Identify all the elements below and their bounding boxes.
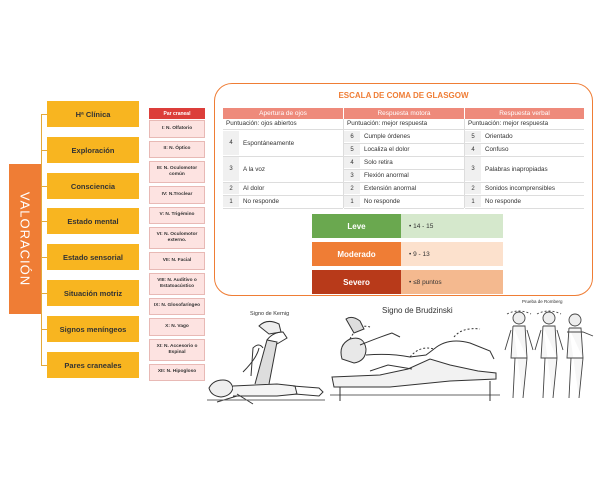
motora-score: 6: [344, 131, 360, 142]
row-divider: [344, 208, 464, 209]
motora-score: 1: [344, 196, 360, 207]
verbal-label: Confuso: [485, 146, 509, 153]
ojos-score: 2: [223, 183, 239, 194]
severity-name: Severo: [312, 270, 401, 294]
row-divider: [465, 143, 584, 144]
ojos-label: No responde: [243, 198, 280, 205]
kernig-caption: Signo de Kernig: [250, 311, 290, 317]
verbal-label: No responde: [485, 198, 522, 205]
motora-label: No responde: [364, 198, 401, 205]
verbal-score: 1: [465, 196, 481, 207]
verbal-score: 2: [465, 183, 481, 194]
ojos-label: Espontáneamente: [243, 139, 295, 147]
valoracion-label: VALORACIÓN: [17, 191, 33, 287]
par-craneal-item: XI: N. Accesorio o Espinal: [149, 339, 205, 361]
glasgow-body: [223, 130, 584, 208]
valoracion-item: Signos meníngeos: [47, 316, 139, 342]
ojos-label: A la voz: [243, 165, 266, 173]
par-craneal-item: IV: N.Troclear: [149, 186, 205, 204]
verbal-score: 5: [465, 131, 481, 142]
valoracion-item: Hª Clínica: [47, 101, 139, 127]
row-divider: [223, 182, 343, 183]
row-divider: [223, 156, 343, 157]
par-craneal-item: V: N. Trigémino: [149, 207, 205, 225]
motora-score: 5: [344, 144, 360, 155]
motora-label: Localiza el dolor: [364, 146, 410, 153]
column-motora: [344, 130, 465, 208]
par-craneal-item: XII: N. Hipogloso: [149, 364, 205, 382]
pares-header: Par craneal: [149, 108, 205, 119]
romberg-caption: Prueba de Romberg: [522, 299, 563, 304]
par-craneal-item: VIII: N. Auditivo o Estatoacústico: [149, 273, 205, 295]
puntuacion-motora: Puntuación: mejor respuesta: [344, 119, 465, 129]
ojos-score: 3: [223, 157, 239, 181]
motora-score: 4: [344, 157, 360, 168]
par-craneal-item: I: N. Olfatorio: [149, 120, 205, 138]
valoracion-item: Pares craneales: [47, 352, 139, 378]
par-craneal-item: VI: N. Oculomotor externo.: [149, 227, 205, 249]
motora-label: Cumple órdenes: [364, 133, 411, 140]
severity-row: [312, 270, 503, 294]
kernig-illustration: [207, 318, 327, 406]
valoracion-item: Situación motriz: [47, 280, 139, 306]
motora-label: Flexión anormal: [364, 172, 409, 179]
glasgow-title: ESCALA DE COMA DE GLASGOW: [338, 91, 469, 100]
motora-score: 3: [344, 170, 360, 181]
column-verbal: [465, 130, 584, 208]
valoracion-label-box: [9, 164, 41, 314]
motora-label: Extensión anormal: [364, 185, 417, 192]
par-craneal-item: X: N. Vago: [149, 318, 205, 336]
motora-label: Solo retira: [364, 159, 393, 166]
valoracion-item: Estado mental: [47, 208, 139, 234]
verbal-score: 4: [465, 144, 481, 155]
brudzinski-caption: Signo de Brudzinski: [382, 306, 453, 315]
valoracion-item: Exploración: [47, 137, 139, 163]
row-divider: [344, 195, 464, 196]
header-ojos: Apertura de ojos: [223, 108, 344, 119]
brudzinski-illustration: [330, 315, 500, 405]
puntuacion-ojos: Puntuación: ojos abiertos: [223, 119, 344, 129]
row-divider: [344, 156, 464, 157]
par-craneal-item: II: N. Óptico: [149, 141, 205, 159]
row-divider: [465, 208, 584, 209]
row-divider: [223, 208, 343, 209]
severity-range: • 14 - 15: [401, 214, 503, 238]
verbal-label: Orientado: [485, 133, 513, 140]
verbal-label: Sonidos incomprensibles: [485, 185, 556, 192]
romberg-illustration: [497, 306, 597, 406]
par-craneal-item: IX: N. Glosofaríngeo: [149, 298, 205, 316]
severity-name: Moderado: [312, 242, 401, 266]
glasgow-table: [223, 108, 584, 208]
glasgow-panel: [214, 83, 593, 296]
ojos-label: Al dolor: [243, 185, 265, 192]
header-verbal: Respuesta verbal: [465, 108, 584, 119]
severity-range: • ≤8 puntos: [401, 270, 503, 294]
severity-row: [312, 242, 503, 266]
column-ojos: [223, 130, 344, 208]
puntuacion-row: [223, 119, 584, 130]
valoracion-item: Consciencia: [47, 173, 139, 199]
par-craneal-item: III: N. Oculomotor común: [149, 161, 205, 183]
valoracion-item: Estado sensorial: [47, 244, 139, 270]
ojos-score: 1: [223, 196, 239, 207]
glasgow-header-row: [223, 108, 584, 119]
header-motora: Respuesta motora: [344, 108, 465, 119]
par-craneal-item: VII: N. Facial: [149, 252, 205, 270]
severity-row: [312, 214, 503, 238]
motora-score: 2: [344, 183, 360, 194]
pares-list: [149, 120, 205, 384]
severity-name: Leve: [312, 214, 401, 238]
row-divider: [465, 195, 584, 196]
severity-range: • 9 - 13: [401, 242, 503, 266]
verbal-score: 3: [465, 157, 481, 181]
verbal-label: Palabras inapropiadas: [485, 165, 548, 173]
puntuacion-verbal: Puntuación: mejor respuesta: [468, 120, 549, 127]
row-divider: [223, 195, 343, 196]
ojos-score: 4: [223, 131, 239, 155]
